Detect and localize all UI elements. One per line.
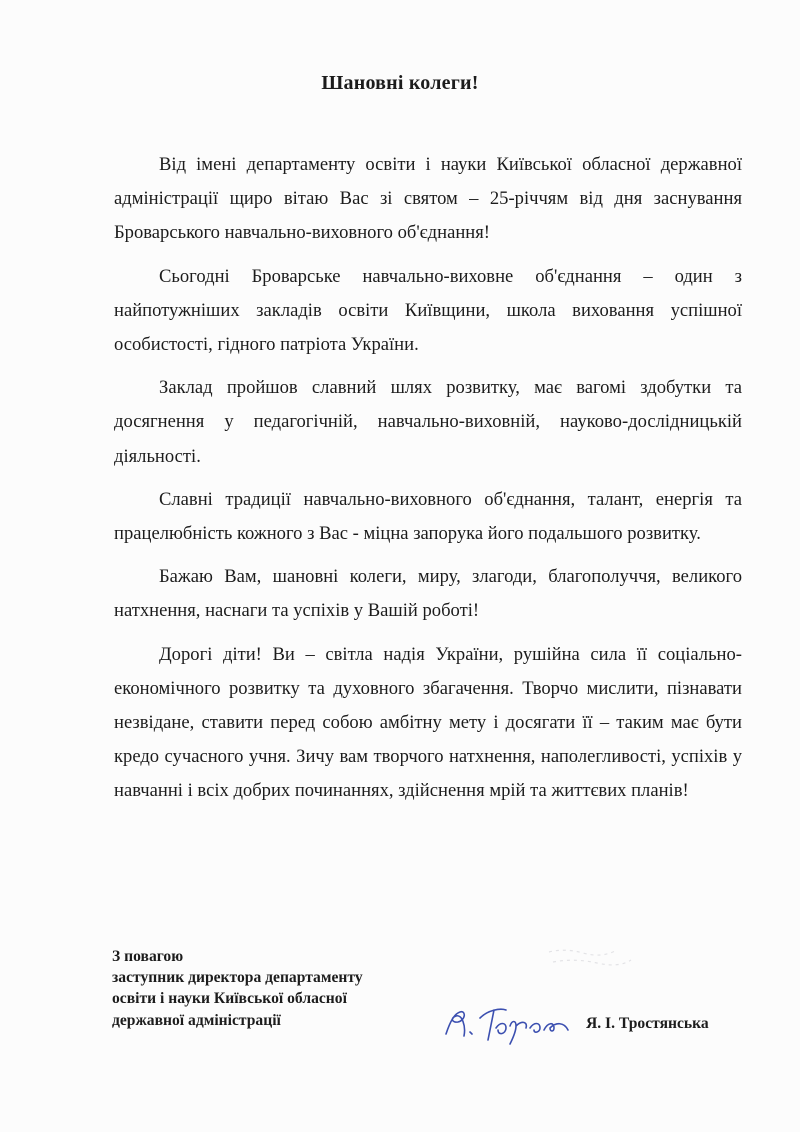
paragraph-wishes-colleagues: Бажаю Вам, шановні колеги, миру, злагоди, благополуччя, великого натхнення, наснаги та успіхів у Вашій роботі! <box>114 566 742 622</box>
closing-position-line-1: заступник директора департаменту <box>112 969 363 987</box>
closing-position-line-2: освіти і науки Київської обласної <box>112 990 347 1008</box>
closing-regards: З повагою <box>112 948 184 965</box>
letter-title: Шановні колеги! <box>321 72 479 94</box>
closing-position-line-3: державної адміністрації <box>112 1011 281 1029</box>
paragraph-traditions: Славні традиції навчально-виховного об'єднання, талант, енергія та працелюбність кожного з Вас - міцна запорука його подальшого розвитку. <box>114 488 742 545</box>
paragraph-greeting: Від імені департаменту освіти і науки Київської обласної державної адміністрації щиро вітаю Вас зі святом – 25-річчям від дня заснування Броварського навчально-виховного об'єднання! <box>114 154 742 244</box>
stamp-trace-icon <box>545 944 635 970</box>
closing-block <box>112 946 363 1031</box>
paragraph-achievements: Заклад пройшов славний шлях розвитку, має вагомі здобутки та досягнення у педагогічній, навчально-виховній, науково-дослідницькій діяльності. <box>114 377 742 467</box>
letter-body <box>114 148 742 818</box>
paragraph-children: Дорогі діти! Ви – світла надія України, рушійна сила її соціально-економічного розвитку та духовного збагачення. Творчо мислити, пізнавати незвідане, ставити перед собою амбітну мету і досягати її – таким має бути кредо сучасного учня. Зичу вам творчого натхнення, наполегливості, успіхів у навчанні і всіх добрих починаннях, здійснення мрій та життєвих планів! <box>114 643 742 802</box>
signer-name: Я. І. Тростянська <box>586 1015 709 1032</box>
paragraph-today: Сьогодні Броварське навчально-виховне об'єднання – один з найпотужніших закладів освіти Київщини, школа виховання успішної особистості, гідного патріота України. <box>114 265 742 356</box>
handwritten-signature <box>436 992 576 1050</box>
